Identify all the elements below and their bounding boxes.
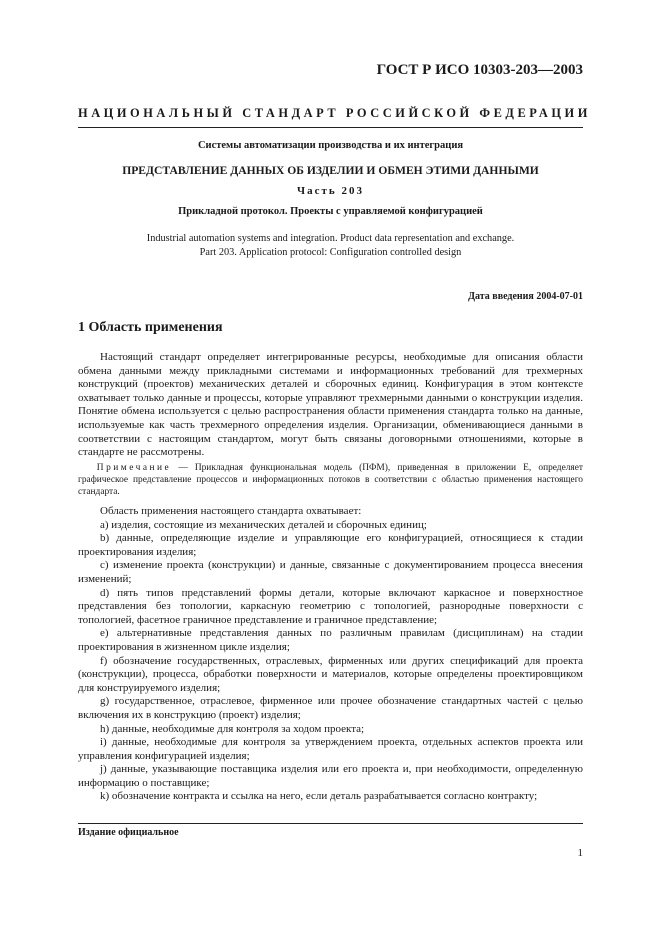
english-title-line1: Industrial automation systems and integration. Product data representation and exchange. bbox=[146, 233, 515, 244]
note-label: Примечание bbox=[96, 463, 172, 473]
list-intro: Область применения настоящего стандарта охватывает: bbox=[100, 505, 362, 517]
edition-label: Издание официальное bbox=[78, 827, 179, 838]
subtitle: Прикладной протокол. Проекты с управляемой конфигурацией bbox=[178, 206, 483, 217]
list-item: c) изменение проекта (конструкции) и данные, связанные с документированием процесса внесения изменений; bbox=[78, 559, 583, 585]
list-item: d) пять типов представлений формы детали, которые включают каркасное и поверхностное представления без топологии, каркасную геометрию с топологией, разнородные поверхности с топологией, фасетное граничное представление и граничное представление; bbox=[78, 586, 583, 626]
page-number: 1 bbox=[577, 847, 583, 859]
paragraph-text: Настоящий стандарт определяет интегрированные ресурсы, необходимые для описания области обмена данными между прикладными системами и информационных требований для трехмерных конструкций (проектов) механических деталей и сборочных единиц. Конфигурация в этом контексте охватывает только данные и процессы, которые управляют трехмерными данными о конструкции изделия. Понятие обмена используется с целью распространения области применения стандарта только на данные, используемые как часть трехмерного определения изделия. Организации, обменивающиеся данными в соответствии с настоящим стандартом, могут быть связаны договорными отношениями, которые в стандарте не рассмотрены. bbox=[78, 351, 583, 459]
english-title bbox=[78, 232, 583, 259]
list-item: i) данные, необходимые для контроля за утверждением проекта, отдельных аспектов проекта или управления конфигурацией изделия; bbox=[78, 736, 583, 762]
list-item: g) государственное, отраслевое, фирменное или прочее обозначение стандартных частей с целью включения их в конструкцию (проект) изделия; bbox=[78, 695, 583, 721]
list-item: e) альтернативные представления данных по различным правилам (дисциплинам) на стадии проектирования в жизненном цикле изделия; bbox=[78, 627, 583, 653]
section-heading: 1 Область применения bbox=[78, 320, 223, 335]
scope-list bbox=[78, 505, 583, 804]
series-title: Системы автоматизации производства и их интеграция bbox=[197, 140, 464, 151]
main-title: ПРЕДСТАВЛЕНИЕ ДАННЫХ ОБ ИЗДЕЛИИ И ОБМЕН ЭТИМИ ДАННЫМИ bbox=[122, 164, 539, 177]
national-standard-heading: НАЦИОНАЛЬНЫЙ СТАНДАРТ РОССИЙСКОЙ ФЕДЕРАЦИИ bbox=[78, 106, 591, 120]
footer-divider bbox=[78, 823, 583, 824]
note-paragraph bbox=[78, 462, 583, 499]
list-item: а) изделия, состоящие из механических деталей и сборочных единиц; bbox=[100, 518, 427, 531]
note-text: — Прикладная функциональная модель (ПФМ), приведенная в приложении Е, определяет графическое представление процессов и информационных потоков в соответствии с областью применения настоящего стандарта. bbox=[78, 463, 583, 498]
english-title-line2: Part 203. Application protocol: Configuration controlled design bbox=[199, 246, 462, 258]
list-item: b) данные, определяющие изделие и управляющие его конфигурацией, относящиеся к стадии проектирования изделия; bbox=[78, 532, 583, 558]
list-item: h) данные, необходимые для контроля за ходом проекта; bbox=[100, 722, 365, 735]
part-label: Часть 203 bbox=[297, 185, 364, 197]
standard-code: ГОСТ Р ИСО 10303-203—2003 bbox=[376, 62, 583, 78]
introduction-date: Дата введения 2004-07-01 bbox=[468, 291, 583, 302]
list-item: k) обозначение контракта и ссылка на него, если деталь разрабатывается согласно контракту; bbox=[100, 790, 538, 803]
scope-paragraph bbox=[78, 351, 583, 460]
list-item: j) данные, указывающие поставщика изделия или его проекта и, при необходимости, определенную информацию о поставщике; bbox=[78, 763, 583, 789]
header-divider bbox=[78, 127, 583, 128]
list-item: f) обозначение государственных, отраслевых, фирменных или других спецификаций для проекта (конструкции), процесса, обработки поверхности и материалов, которые определены проектировщиком для конструируемого изделия; bbox=[78, 654, 583, 694]
note-block bbox=[78, 462, 583, 499]
